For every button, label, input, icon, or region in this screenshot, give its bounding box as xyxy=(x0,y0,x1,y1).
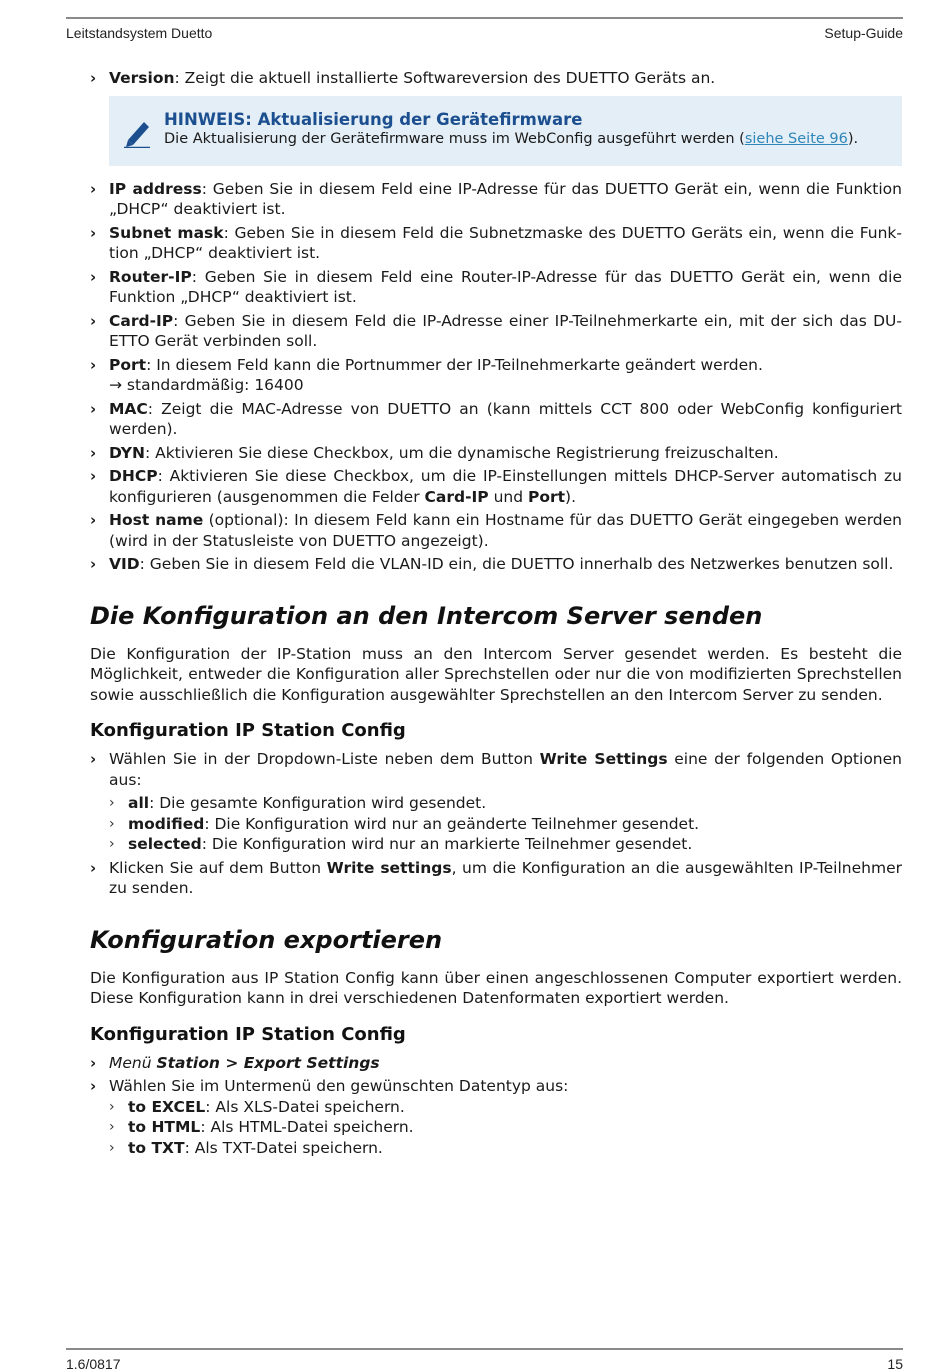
sub-list-item xyxy=(90,834,902,855)
term-label: Card-IP xyxy=(109,311,174,330)
option-text: : Die Konfiguration wird nur an markierte Teilnehmer gesendet. xyxy=(201,835,693,853)
page-link[interactable]: siehe Seite 96 xyxy=(744,130,848,147)
item-text: Wählen Sie im Untermenü den gewünschten Datentyp aus: xyxy=(109,1077,569,1095)
option-text: : Als TXT-Datei speichern. xyxy=(184,1138,383,1157)
term-label: VID xyxy=(109,555,140,573)
section-paragraph: Die Konfiguration aus IP Station Config kann über einen angeschlossenen Computer exportiert werden. Diese Konfiguration kann in drei verschiedenen Datenformaten exportiert werden. xyxy=(90,968,902,1007)
option-term: to TXT xyxy=(128,1138,185,1157)
outlined-chevron-icon: › xyxy=(109,1119,115,1135)
term-label: IP address xyxy=(109,179,202,198)
list-item-menu-path xyxy=(90,1053,902,1074)
chevron-right-icon: › xyxy=(90,858,97,877)
list-item-port xyxy=(90,355,902,396)
list-item-card-ip xyxy=(90,311,902,352)
subsection-heading: Konfiguration IP Station Config xyxy=(90,1023,406,1045)
option-term: all xyxy=(128,794,150,812)
page-number: 15 xyxy=(887,1356,903,1372)
term-label: DHCP xyxy=(109,467,158,485)
term-port: Port xyxy=(527,487,566,506)
term-label: Host name xyxy=(109,511,204,529)
sub-list-item xyxy=(90,814,902,835)
option-text: : Als XLS-Datei speichern. xyxy=(205,1097,405,1116)
option-term: to EXCEL xyxy=(128,1097,206,1116)
chevron-right-icon: › xyxy=(90,399,97,418)
chevron-right-icon: › xyxy=(90,1077,97,1095)
list-item-step xyxy=(90,858,902,899)
option-text: : Die gesamte Konfiguration wird gesendet. xyxy=(149,794,487,812)
item-text-end: ). xyxy=(565,487,577,506)
note-text-end: ). xyxy=(847,130,859,147)
outlined-chevron-icon: › xyxy=(109,1098,115,1115)
item-text: : Zeigt die aktuell installierte Softwareversion des DUETTO Geräts an. xyxy=(174,69,716,87)
section-heading-export: Konfiguration exportieren xyxy=(90,925,443,954)
list-item-dyn xyxy=(90,443,902,464)
term-label: MAC xyxy=(109,399,148,418)
default-value-note: → standardmäßig: 16400 xyxy=(109,376,304,394)
term-label: Version xyxy=(109,69,175,87)
outlined-chevron-icon: › xyxy=(109,815,115,832)
document-version: 1.6/0817 xyxy=(66,1356,121,1372)
list-item-router-ip xyxy=(90,267,902,308)
term-label: Port xyxy=(109,355,147,374)
item-text: : Aktivieren Sie diese Checkbox, um die dynamische Registrierung freizuschalten. xyxy=(144,443,779,462)
term-label: Subnet mask xyxy=(109,223,224,242)
item-text: : Geben Sie in diesem Feld die Subnetzmaske des DUETTO Geräts ein, wenn die Funktion „DHCP“ deaktiviert ist. xyxy=(109,223,902,262)
sub-list-item xyxy=(90,1138,902,1159)
header-title: Leitstandsystem Duetto xyxy=(66,25,213,41)
list-item-step xyxy=(90,1076,902,1097)
pencil-icon xyxy=(122,114,152,148)
note-text xyxy=(164,130,888,149)
option-text: : Als HTML-Datei speichern. xyxy=(200,1118,414,1136)
item-text: : Zeigt die MAC-Adresse von DUETTO an (kann mittels CCT 800 oder WebConfig konfiguriert werden). xyxy=(109,399,902,438)
item-text-end: eine der folgenden Optionen aus: xyxy=(109,750,902,789)
item-text: : Aktivieren Sie diese Checkbox, um die IP-Einstellungen mittels DHCP-Server automatisch zu konfigurieren (ausgenommen die Felder xyxy=(109,467,902,506)
list-item-vid xyxy=(90,554,902,575)
chevron-right-icon: › xyxy=(90,750,97,768)
option-text: : Die Konfiguration wird nur an geänderte Teilnehmer gesendet. xyxy=(204,814,700,833)
item-text: Wählen Sie in der Dropdown-Liste neben dem Button xyxy=(109,750,540,768)
list-item-ip-address xyxy=(90,179,902,220)
item-text: : Geben Sie in diesem Feld die IP-Adresse einer IP-Teilnehmerkarte ein, mit der sich das DUETTO Gerät verbinden soll. xyxy=(109,311,902,350)
list-item-dhcp xyxy=(90,466,902,507)
sub-list-item xyxy=(90,1117,902,1138)
item-text: : Geben Sie in diesem Feld eine IP-Adresse für das DUETTO Gerät ein, wenn die Funktion „DHCP“ deaktiviert ist. xyxy=(109,179,902,218)
sub-list-item xyxy=(90,1097,902,1118)
option-term: modified xyxy=(128,814,205,833)
chevron-right-icon: › xyxy=(90,355,97,374)
chevron-right-icon: › xyxy=(90,467,97,485)
section-heading-send-config: Die Konfiguration an den Intercom Server senden xyxy=(90,601,763,630)
chevron-right-icon: › xyxy=(90,443,97,462)
term-label: Router-IP xyxy=(109,267,192,286)
outlined-chevron-icon: › xyxy=(109,836,115,852)
list-item-mac xyxy=(90,399,902,440)
option-term: selected xyxy=(128,835,202,853)
term-card-ip: Card-IP xyxy=(424,487,489,506)
item-text: (optional): In diesem Feld kann ein Hostname für das DUETTO Gerät eingegeben werden (wird in der Statusleiste von DUETTO angezeigt). xyxy=(109,511,902,550)
item-text-mid: und xyxy=(488,487,528,506)
list-item-host-name xyxy=(90,510,902,551)
list-item-version xyxy=(90,68,902,89)
section-paragraph: Die Konfiguration der IP-Station muss an den Intercom Server gesendet werden. Es besteht die Möglichkeit, entweder die Konfiguration aller Sprechstellen oder nur die von modifizierten Sprechstellen sowie ausschließlich die Konfiguration ausgewählter Sprechstellen an den Intercom Server zu senden. xyxy=(90,644,902,704)
sub-list-item xyxy=(90,793,902,814)
chevron-right-icon: › xyxy=(90,179,97,198)
header-guide-label: Setup-Guide xyxy=(824,25,903,41)
chevron-right-icon: › xyxy=(90,555,97,573)
page-header xyxy=(66,17,903,41)
list-item-step xyxy=(90,749,902,790)
page-content xyxy=(90,68,902,1158)
list-item-subnet-mask xyxy=(90,223,902,264)
note-box xyxy=(109,96,902,166)
option-term: to HTML xyxy=(128,1118,201,1136)
chevron-right-icon: › xyxy=(90,223,97,242)
term-label: DYN xyxy=(109,443,145,462)
menu-path: Station > Export Settings xyxy=(156,1053,380,1072)
outlined-chevron-icon: › xyxy=(109,1139,115,1156)
menu-prefix: Menü xyxy=(109,1053,157,1072)
outlined-chevron-icon: › xyxy=(109,795,115,811)
item-text-end: , um die Konfiguration an die ausgewählten IP-Teilnehmer zu senden. xyxy=(109,858,902,897)
chevron-right-icon: › xyxy=(90,69,97,87)
item-text: Klicken Sie auf dem Button xyxy=(109,858,327,877)
note-text-start: Die Aktualisierung der Gerätefirmware muss im WebConfig ausgeführt werden ( xyxy=(164,130,745,147)
item-text: : Geben Sie in diesem Feld eine Router-IP-Adresse für das DUETTO Gerät ein, wenn die Funktion „DHCP“ deaktiviert ist. xyxy=(109,267,902,306)
item-text: : In diesem Feld kann die Portnummer der IP-Teilnehmerkarte geändert werden. xyxy=(146,355,763,374)
button-name-write-settings: Write settings xyxy=(326,858,452,877)
chevron-right-icon: › xyxy=(90,1053,97,1072)
chevron-right-icon: › xyxy=(90,511,97,529)
note-title: HINWEIS: Aktualisierung der Gerätefirmware xyxy=(164,109,583,129)
subsection-heading: Konfiguration IP Station Config xyxy=(90,720,406,741)
item-text: : Geben Sie in diesem Feld die VLAN-ID ein, die DUETTO innerhalb des Netzwerkes benutzen soll. xyxy=(139,555,894,573)
chevron-right-icon: › xyxy=(90,267,97,286)
chevron-right-icon: › xyxy=(90,311,97,330)
button-name-write-settings: Write Settings xyxy=(539,750,668,768)
page-footer xyxy=(66,1348,903,1372)
